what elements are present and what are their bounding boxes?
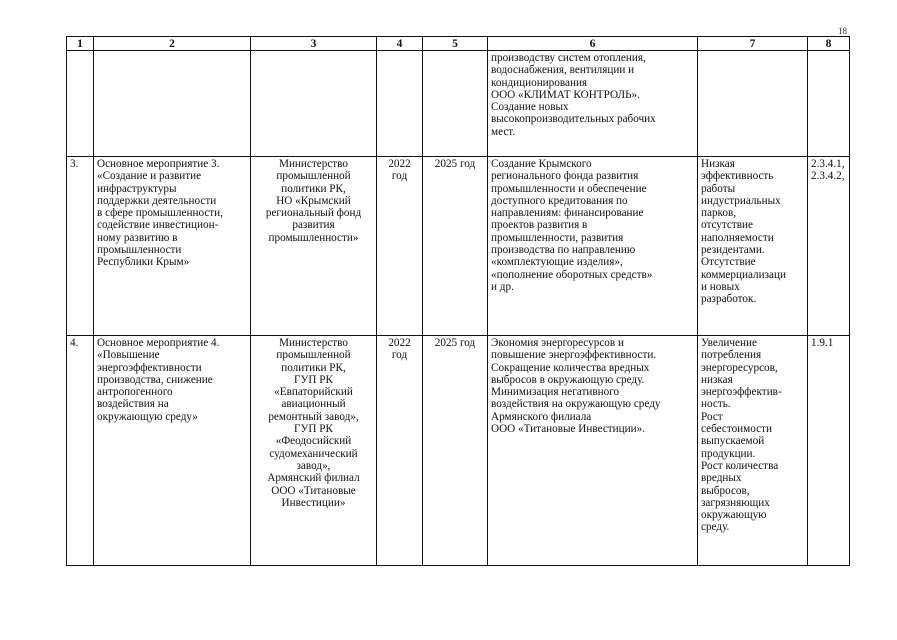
activity-cell: Основное мероприятие 3. «Создание и развитие инфраструктуры поддержки деятельности в сфере промышленности, содействие инвестицион- ному развитию в промышленности Республики Крым» xyxy=(94,157,251,336)
indicators-cell xyxy=(808,51,850,157)
table-row xyxy=(67,336,850,566)
expected-result-cell: Экономия энергоресурсов и повышение энергоэффективности. Сокращение количества вредных выбросов в окружающую среду. Минимизация негативного воздействия на окружающую среду Армянского филиала ООО «Титановые Инвестиции». xyxy=(488,336,698,566)
executor-cell xyxy=(251,51,377,157)
header-col-3: 3 xyxy=(251,37,377,51)
header-col-6: 6 xyxy=(488,37,698,51)
row-number: 4. xyxy=(67,336,94,566)
header-col-7: 7 xyxy=(698,37,808,51)
executor-cell: Министерство промышленной политики РК, ГУП РК «Евпаторийский авиационный ремонтный завод», ГУП РК «Феодосийский судомеханический завод», Армянский филиал ООО «Титановые Инвестиции» xyxy=(251,336,377,566)
executor-cell: Министерство промышленной политики РК, НО «Крымский региональный фонд развития промышленности» xyxy=(251,157,377,336)
row-number: 3. xyxy=(67,157,94,336)
header-col-2: 2 xyxy=(94,37,251,51)
activity-cell: Основное мероприятие 4. «Повышение энергоэффективности производства, снижение антропогенного воздействия на окружающую среду» xyxy=(94,336,251,566)
header-row xyxy=(67,37,850,51)
consequences-cell: Увеличение потребления энергоресурсов, низкая энергоэффектив- ность. Рост себестоимости выпускаемой продукции. Рост количества вредных выбросов, загрязняющих окружающую среду. xyxy=(698,336,808,566)
indicators-cell: 2.3.4.1, 2.3.4.2, xyxy=(808,157,850,336)
header-col-5: 5 xyxy=(423,37,488,51)
header-col-8: 8 xyxy=(808,37,850,51)
activities-table xyxy=(66,36,850,566)
page-number: 18 xyxy=(838,26,847,36)
indicators-cell: 1.9.1 xyxy=(808,336,850,566)
start-year-cell: 2022 год xyxy=(377,336,423,566)
expected-result-cell: производству систем отопления, водоснабжения, вентиляции и кондиционирования ООО «КЛИМАТ КОНТРОЛЬ». Создание новых высокопроизводительных рабочих мест. xyxy=(488,51,698,157)
end-year-cell: 2025 год xyxy=(423,336,488,566)
end-year-cell xyxy=(423,51,488,157)
end-year-cell: 2025 год xyxy=(423,157,488,336)
row-number xyxy=(67,51,94,157)
table-row xyxy=(67,51,850,157)
consequences-cell: Низкая эффективность работы индустриальных парков, отсутствие наполняемости резидентами. Отсутствие коммерциализаци и новых разработок. xyxy=(698,157,808,336)
header-col-4: 4 xyxy=(377,37,423,51)
header-col-1: 1 xyxy=(67,37,94,51)
expected-result-cell: Создание Крымского регионального фонда развития промышленности и обеспечение доступного кредитования по направлениям: финансирование проектов развития в промышленности, развития производства по направлению «комплектующие изделия», «пополнение оборотных средств» и др. xyxy=(488,157,698,336)
activity-cell xyxy=(94,51,251,157)
start-year-cell xyxy=(377,51,423,157)
start-year-cell: 2022 год xyxy=(377,157,423,336)
table-row xyxy=(67,157,850,336)
consequences-cell xyxy=(698,51,808,157)
